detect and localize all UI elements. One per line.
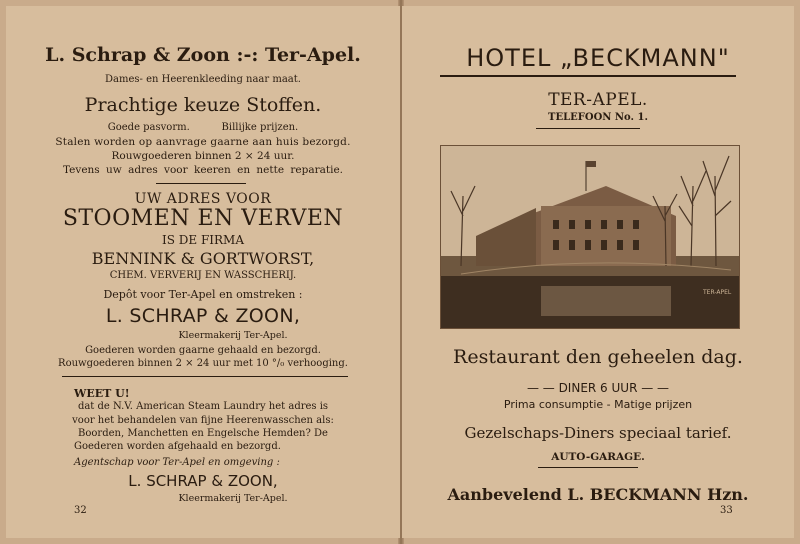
- ad2-line-7: Goederen worden gaarne gehaald en bezorgd.: [85, 345, 321, 356]
- ad1-subtitle: Dames- en Heerenkleeding naar maat.: [105, 74, 301, 85]
- ad3-line-3: Boorden, Manchetten en Engelsche Hemden? De: [78, 428, 328, 439]
- ad3-line-1: dat de N.V. American Steam Laundry het adres is: [77, 401, 329, 412]
- restaurant-line: Restaurant den geheelen dag.: [453, 346, 743, 368]
- garage-rule: [538, 467, 638, 468]
- ad1-line-1: Goede pasvorm. Billijke prijzen.: [107, 122, 299, 133]
- ad1-line-2: Stalen worden op aanvrage gaarne aan huis bezorgd.: [55, 136, 351, 148]
- ad2-line-6: Depôt voor Ter-Apel en omstreken :: [103, 288, 303, 301]
- hotel-title: HOTEL „BECKMANN": [466, 44, 730, 72]
- ad3-line-4: Goederen worden afgehaald en bezorgd.: [74, 441, 281, 452]
- consumptie-line: Prima consumptie - Matige prijzen: [503, 398, 693, 411]
- ad3-line-2: voor het behandelen van fijne Heerenwasschen als:: [72, 415, 334, 426]
- ad1-line-4: Tevens uw adres voor keeren en nette reparatie.: [62, 164, 344, 176]
- hotel-place: TER-APEL.: [548, 90, 648, 110]
- title-rule: [440, 75, 736, 77]
- ad3-firm-sub: Kleermakerij Ter-Apel.: [178, 493, 288, 504]
- photo-caption: TER-APEL: [703, 289, 732, 296]
- garage-line: AUTO-GARAGE.: [551, 451, 645, 463]
- page-number-left: 32: [74, 505, 87, 516]
- hotel-photo-drawing: [441, 146, 739, 328]
- hotel-photo: [440, 145, 740, 329]
- page-number-right: 33: [720, 505, 733, 516]
- ad3-agent: Agentschap voor Ter-Apel en omgeving :: [74, 457, 280, 468]
- ad2-line-8: Rouwgoederen binnen 2 × 24 uur met 10 °/₀ verhooging.: [58, 358, 348, 369]
- diner-line: — — DINER 6 UUR — —: [526, 381, 670, 395]
- ad2-line-1: UW ADRES VOOR: [134, 191, 272, 207]
- phone-rule: [536, 128, 640, 129]
- ad2-line-4: BENNINK & GORTWORST,: [91, 249, 315, 268]
- ad2-line-5: CHEM. VERVERIJ EN WASSCHERIJ.: [109, 270, 297, 281]
- ad1-line-3: Rouwgoederen binnen 2 × 24 uur.: [111, 150, 295, 162]
- recommend-line: Aanbevelend L. BECKMANN Hzn.: [447, 485, 749, 504]
- hotel-phone: TELEFOON No. 1.: [548, 112, 648, 123]
- right-page: [402, 6, 794, 538]
- ad3-firm: L. SCHRAP & ZOON,: [128, 472, 278, 490]
- divider: [156, 183, 246, 184]
- ad3-heading: WEET U!: [74, 387, 130, 400]
- gezelschap-line: Gezelschaps-Diners speciaal tarief.: [464, 424, 732, 442]
- left-page: [6, 6, 400, 538]
- ad2-line-2: STOOMEN EN VERVEN: [62, 206, 344, 231]
- divider: [62, 376, 348, 377]
- ad1-headline: Prachtige keuze Stoffen.: [84, 94, 322, 116]
- ad2-firm-sub: Kleermakerij Ter-Apel.: [178, 330, 288, 341]
- ad2-firm: L. SCHRAP & ZOON,: [105, 305, 301, 327]
- ad2-line-3: IS DE FIRMA: [161, 233, 245, 247]
- left-header: L. Schrap & Zoon :-: Ter-Apel.: [45, 44, 361, 66]
